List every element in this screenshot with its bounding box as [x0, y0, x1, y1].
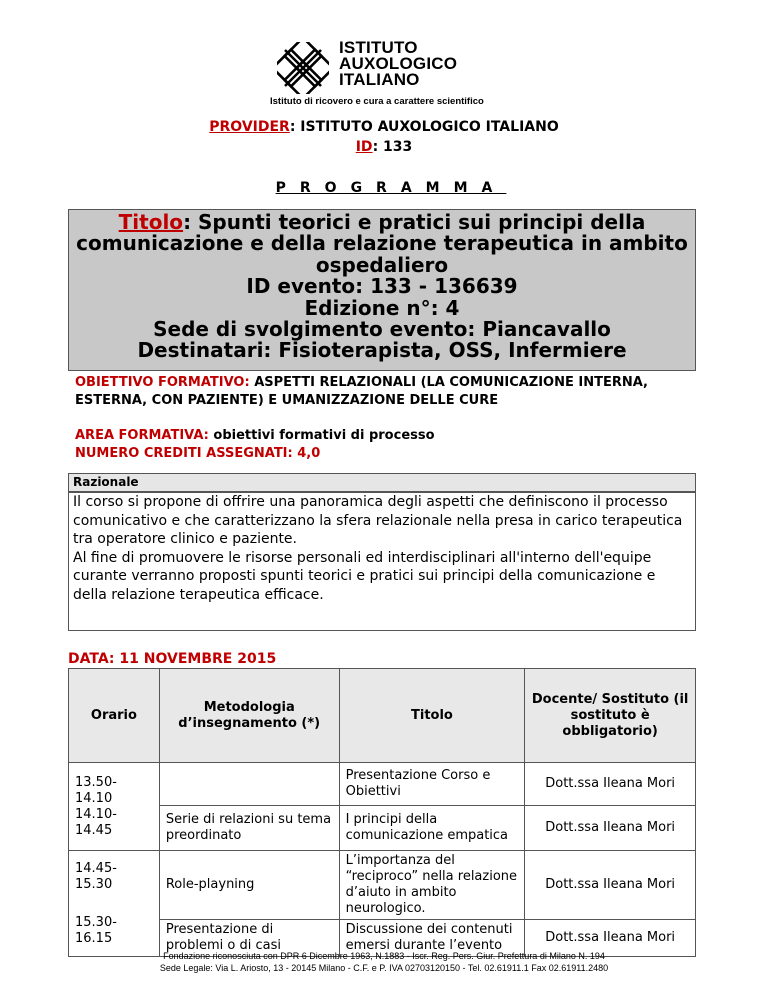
- provider-value: : ISTITUTO AUXOLOGICO ITALIANO: [289, 119, 559, 135]
- title-value: : Spunti teorici e pratici sui principi della comunicazione e della relazione terapeutica in ambito ospedaliero: [76, 210, 688, 277]
- logo-brand-text: ISTITUTO AUXOLOGICO ITALIANO: [339, 38, 458, 89]
- provider-id-label: ID: [355, 139, 373, 155]
- event-title-box: [68, 209, 696, 371]
- objective-label: OBIETTIVO FORMATIVO:: [75, 375, 250, 390]
- table-row: [69, 763, 696, 806]
- orario-text: 15.30: [75, 876, 113, 892]
- credits-line: NUMERO CREDITI ASSEGNATI: 4,0: [75, 446, 321, 461]
- razionale-body: [68, 492, 696, 631]
- docente-cell: Dott.ssa Ileana Mori: [525, 763, 696, 806]
- learning-objective: [75, 374, 715, 410]
- header-metodologia: Metodologia d’insegnamento (*): [159, 669, 339, 763]
- event-venue: Sede di svolgimento evento: Piancavallo: [153, 317, 611, 342]
- metodologia-cell: Presentazione di problemi o di casi: [159, 920, 339, 957]
- provider-id-line: [0, 138, 768, 156]
- orario-text: 14.10-: [75, 806, 117, 822]
- orario-text: 14.45-: [75, 860, 117, 876]
- orario-text: 15.30-: [75, 914, 117, 930]
- event-edition: Edizione n°: 4: [304, 295, 460, 320]
- auxologico-logo: [270, 38, 507, 107]
- event-id: ID evento: 133 - 136639: [246, 274, 518, 299]
- titolo-cell: L’importanza del “reciproco” nella relazione d’aiuto in ambito neurologico.: [339, 851, 525, 920]
- training-area: [75, 427, 435, 463]
- orario-text: 14.10: [75, 790, 113, 806]
- event-date: DATA: 11 NOVEMBRE 2015: [68, 651, 277, 667]
- titolo-cell: Discussione dei contenuti emersi durante l’evento: [339, 920, 525, 957]
- orario-text: 14.45: [75, 822, 113, 838]
- razionale-label: Razionale: [68, 473, 696, 492]
- orario-text: 16.15: [75, 930, 113, 946]
- table-row: [69, 806, 696, 851]
- page-footer: [0, 950, 768, 974]
- orario-text: 13.50-: [75, 774, 117, 790]
- program-table: [68, 668, 696, 957]
- titolo-cell: I principi della comunicazione empatica: [339, 806, 525, 851]
- provider-id-value: : 133: [372, 139, 413, 155]
- titolo-cell: Presentazione Corso e Obiettivi: [339, 763, 525, 806]
- razionale-paragraph: Il corso si propone di offrire una panoramica degli aspetti che definiscono il processo comunicativo e che caratterizzano la sfera relazionale nella presa in carico terapeutica tra operatore clinico e paziente.: [73, 494, 683, 548]
- orario-cell: [69, 851, 160, 957]
- provider-label: PROVIDER: [209, 119, 290, 135]
- objective-value: ASPETTI RELAZIONALI (LA COMUNICAZIONE INTERNA, ESTERNA, CON PAZIENTE) E UMANIZZAZIONE DELLE CURE: [75, 375, 648, 408]
- footer-line: Fondazione riconosciuta con DPR 6 Dicembre 1963, N.1883 - Iscr. Reg. Pers. Giur. Prefettura di Milano N. 194: [163, 951, 605, 961]
- header-titolo: Titolo: [339, 669, 525, 763]
- provider-line: [0, 118, 768, 136]
- footer-line: Sede Legale: Via L. Ariosto, 13 - 20145 Milano - C.F. e P. IVA 02703120150 - Tel. 02.61911.1 Fax 02.61911.2480: [159, 963, 609, 973]
- area-label: AREA FORMATIVA:: [75, 428, 209, 443]
- area-value: obiettivi formativi di processo: [208, 428, 435, 443]
- orario-cell: [69, 763, 160, 851]
- metodologia-cell: Serie di relazioni su tema preordinato: [159, 806, 339, 851]
- title-label: Titolo: [118, 210, 184, 234]
- table-header-row: [69, 669, 696, 763]
- event-title: [69, 212, 695, 276]
- table-row: [69, 851, 696, 920]
- docente-cell: Dott.ssa Ileana Mori: [525, 920, 696, 957]
- header-orario: Orario: [69, 669, 160, 763]
- razionale-paragraph: Al fine di promuovere le risorse personali ed interdisciplinari all'interno dell'equipe curante verranno proposti spunti teorici e pratici sui principi della comunicazione e della relazione terapeutica efficace.: [73, 549, 656, 603]
- event-audience: Destinatari: Fisioterapista, OSS, Infermiere: [137, 338, 627, 363]
- metodologia-cell: [159, 763, 339, 806]
- logo-tagline: Istituto di ricovero e cura a carattere scientifico: [270, 96, 484, 107]
- logo-mark-icon: [277, 42, 329, 94]
- metodologia-cell: Role-playning: [159, 851, 339, 920]
- programma-heading: PROGRAMMA: [275, 180, 507, 196]
- docente-cell: Dott.ssa Ileana Mori: [525, 806, 696, 851]
- docente-cell: Dott.ssa Ileana Mori: [525, 851, 696, 920]
- header-docente: Docente/ Sostituto (il sostituto è obbligatorio): [525, 669, 696, 763]
